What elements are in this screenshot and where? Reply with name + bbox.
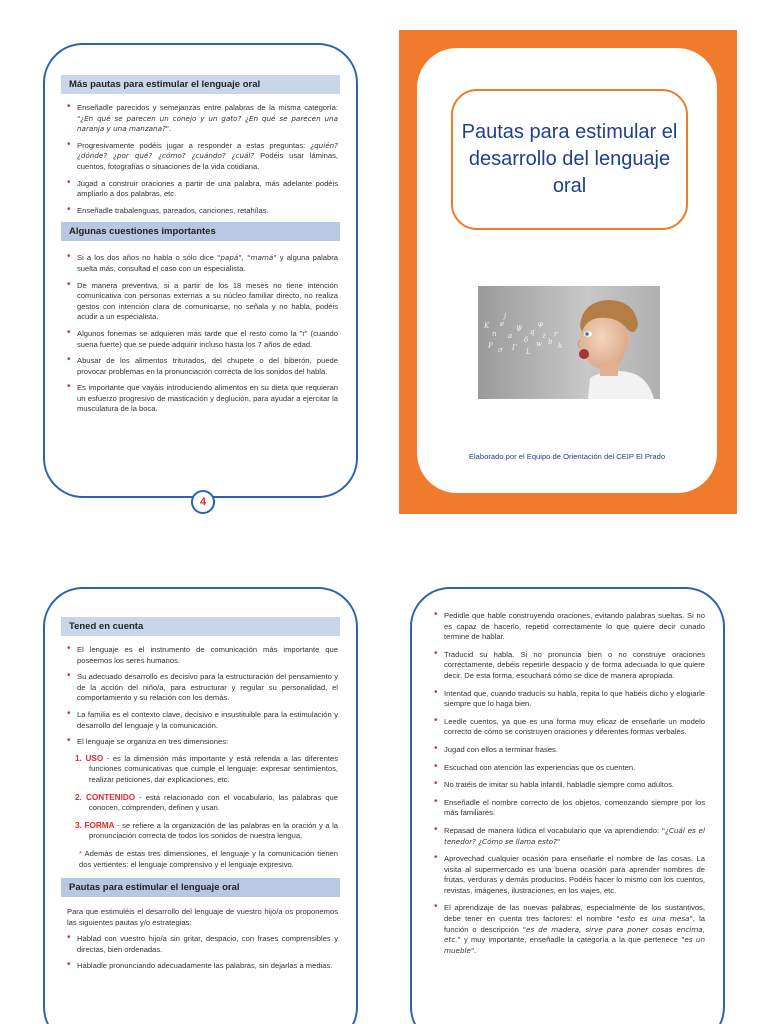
list-item: • Jugad con ellos a terminar frases. (434, 745, 705, 756)
svg-text:σ: σ (498, 346, 503, 354)
svg-text:r: r (554, 330, 558, 338)
svg-text:Ψ: Ψ (516, 325, 523, 333)
list-item: • Algunos fonemas se adquieren más tarde que el resto como la "r" (cuando suena fuerte) que se puede adquirir incluso hasta los 7 años de edad. (67, 329, 338, 350)
svg-text:b: b (548, 338, 553, 346)
list-item: • Enseñadle trabalenguas, pareados, canciones, retahílas. (67, 206, 338, 217)
list-item: • Progresivamente podéis jugar a responder a estas preguntas: ¿quién? ¿dónde? ¿por qué? ¿cómo? ¿cuándo? ¿cuál? Podéis usar láminas, cuentos, fotografías o situaciones de la vida cotidiana. (67, 141, 338, 173)
important-issues-list (45, 253, 356, 415)
list-item: • El lenguaje se organiza en tres dimensiones: (67, 737, 338, 748)
svg-text:P: P (488, 342, 493, 350)
cover-credit: Elaborado por el Equipo de Orientación del CEIP El Prado (468, 452, 666, 461)
list-item: • Pedidle que hable construyendo oraciones, evitando palabras sueltas. Si no es capaz de hacerlo, repetid correctamente lo que quiere decir cunado termine de hablar. (434, 611, 705, 643)
list-item: • Jugad a construir oraciones a partir de una palabra, más adelante podéis ampliarlo a dos palabras, etc. (67, 179, 338, 200)
section-title-more-guidelines: Más pautas para estimular el lenguaje oral (61, 75, 340, 94)
list-item: • Es importante que vayáis introduciendo alimentos en su dieta que requieran un esfuerzo progresivo de masticación y deglución, para ayudar a ejercitar la musculatura de la boca. (67, 383, 338, 415)
page-3-card (410, 587, 725, 1024)
language-dimensions-list (45, 754, 356, 842)
list-item: • Hablad con vuestro hijo/a sin gritar, despacio, con frases comprensibles y directas, bien ordenadas. (67, 934, 338, 955)
cover-page (399, 30, 737, 514)
svg-text:Γ: Γ (512, 344, 517, 352)
section-title-keep-in-mind: Tened en cuenta (61, 617, 340, 636)
more-guidelines-list (45, 103, 356, 216)
svg-text:j: j (504, 312, 507, 320)
svg-text:z: z (542, 332, 546, 340)
cover-inner-panel (417, 48, 717, 493)
cover-title: Pautas para estimular el desarrollo del lenguaje oral (461, 121, 678, 197)
list-item: • Repasad de manera lúdica el vocabulario que va aprendiendo: "¿Cuál es el tenedor? ¿Cómo se llama esto?" (434, 826, 705, 847)
list-item: • Traducid su habla. Si no pronuncia bien o no construye oraciones correctamente, debéis repetirle despacio y de forma adecuada lo que quiere decir. De esta forma, escuchará cómo se dice de manera apropiada. (434, 650, 705, 682)
svg-text:δ: δ (524, 336, 529, 344)
list-item: • Su adecuado desarrollo es decisivo para la estructuración del pensamiento y de la acción del niño/a, para estructurar y regular su personalidad, el comportamiento y su relación con los demás. (67, 672, 338, 704)
svg-text:φ: φ (538, 320, 543, 328)
dimensions-note: * Además de estas tres dimensiones, el lenguaje y la comunicación tienen dos vertientes: el lenguaje comprensivo y el lenguaje expresivo. (79, 848, 338, 869)
svg-text:L: L (526, 348, 531, 356)
dimension-item-uso: 1. USO - es la dimensión más importante y está referida a las diferentes funciones comunicativas que cumple el lenguaje: expresar sentimientos, realizar peticiones, dar explicaciones, etc. (75, 753, 338, 784)
svg-text:a: a (508, 332, 513, 340)
page-2-card (43, 587, 358, 1024)
svg-text:w: w (536, 340, 542, 348)
cover-title-box (451, 89, 688, 230)
dimension-item-contenido: 2. CONTENIDO - está relacionado con el vocabulario, las palabras que conocen, comprenden, definen y usan. (75, 792, 338, 813)
list-item: • El lenguaje es el instrumento de comunicación más importante que poseemos los seres humanos. (67, 645, 338, 666)
list-item: • El aprendizaje de las nuevas palabras, especialmente de los sustantivos, debe tener en cuenta tres factores: el nombre "esto es una mesa", la función o descripción "es de madera, sirve para poner cosas encima, etc." y muy importante, enseñadle la categoría a la que pertenece "es un mueble". (434, 903, 705, 956)
list-item: • La familia es el contexto clave, decisivo e insustituible para la estimulación y desarrollo del lenguaje y la comunicación. (67, 710, 338, 731)
child-speaking-photo (478, 286, 660, 399)
dimension-item-forma: 3. FORMA - se refiere a la organización de las palabras en la oración y a la pronunciación correcta de todos los sonidos de nuestra lengua. (75, 820, 338, 841)
child-speaking-illustration (478, 286, 660, 399)
list-item: • De manera preventiva, si a partir de los 18 meses no tiene intención comunicativa con personas externas a su núcleo familiar directo, no realiza gestos con intención clara de comunicarse, no señala y no habla, podéis acudir a un especialista. (67, 281, 338, 323)
list-item: • Abusar de los alimentos triturados, del chupete o del biberón, puede provocar problemas en la pronunciación correcta de los sonidos del habla. (67, 356, 338, 377)
page-4-card (43, 43, 358, 498)
svg-text:k: k (558, 342, 563, 350)
svg-text:q: q (530, 328, 535, 336)
svg-text:e: e (500, 320, 505, 328)
list-item: • Aprovechad cualquier ocasión para enseñarle el nombre de las cosas. La visita al supermercado es una buena ocasión para aprender nombres de frutas, verduras y demás productos. Podéis hacer lo mismo con los cuentos, revistas, imágenes, ilustraciones, en los viajes, etc. (434, 854, 705, 896)
keep-in-mind-list (45, 645, 356, 748)
section-title-guidelines: Pautas para estimular el lenguaje oral (61, 878, 340, 897)
list-item: • Escuchad con atención las experiencias que os cuenten. (434, 763, 705, 774)
guidelines-intro: Para que estimuléis el desarrollo del lenguaje de vuestro hijo/a os proponemos las siguientes pautas y/o estrategias: (67, 907, 338, 927)
guidelines-list (45, 934, 356, 972)
list-item: • Si a los dos años no habla o sólo dice "papá", "mamá" y alguna palabra suelta más, consultad el caso con un especialista. (67, 253, 338, 274)
list-item: • Habladle pronunciando adecuadamente las palabras, sin dejarlas a medias. (67, 961, 338, 972)
list-item: • No tratéis de imitar su habla infantil, habladle siempre como adultos. (434, 780, 705, 791)
list-item: • Intentad que, cuando traducís su habla, repita lo que habéis dicho y elogiarle siempre que lo haga bien. (434, 689, 705, 710)
svg-text:K: K (484, 322, 490, 330)
svg-text:n: n (492, 330, 497, 338)
list-item: • Leedle cuentos, ya que es una forma muy eficaz de enseñarle un modelo correcto de cómo se construyen oraciones y diferentes formas verbales. (434, 717, 705, 738)
list-item: • Enseñadle el nombre correcto de los objetos, comenzando siempre por los más familiares. (434, 798, 705, 819)
guidelines-continued-list (412, 611, 723, 956)
page-number: 4 (191, 490, 215, 514)
list-item: • Enseñadle parecidos y semejanzas entre palabras de la misma categoría: "¿En qué se parecen un conejo y un gato? ¿En qué se parecen una naranja y una manzana?". (67, 103, 338, 135)
section-title-important-issues: Algunas cuestiones importantes (61, 222, 340, 241)
